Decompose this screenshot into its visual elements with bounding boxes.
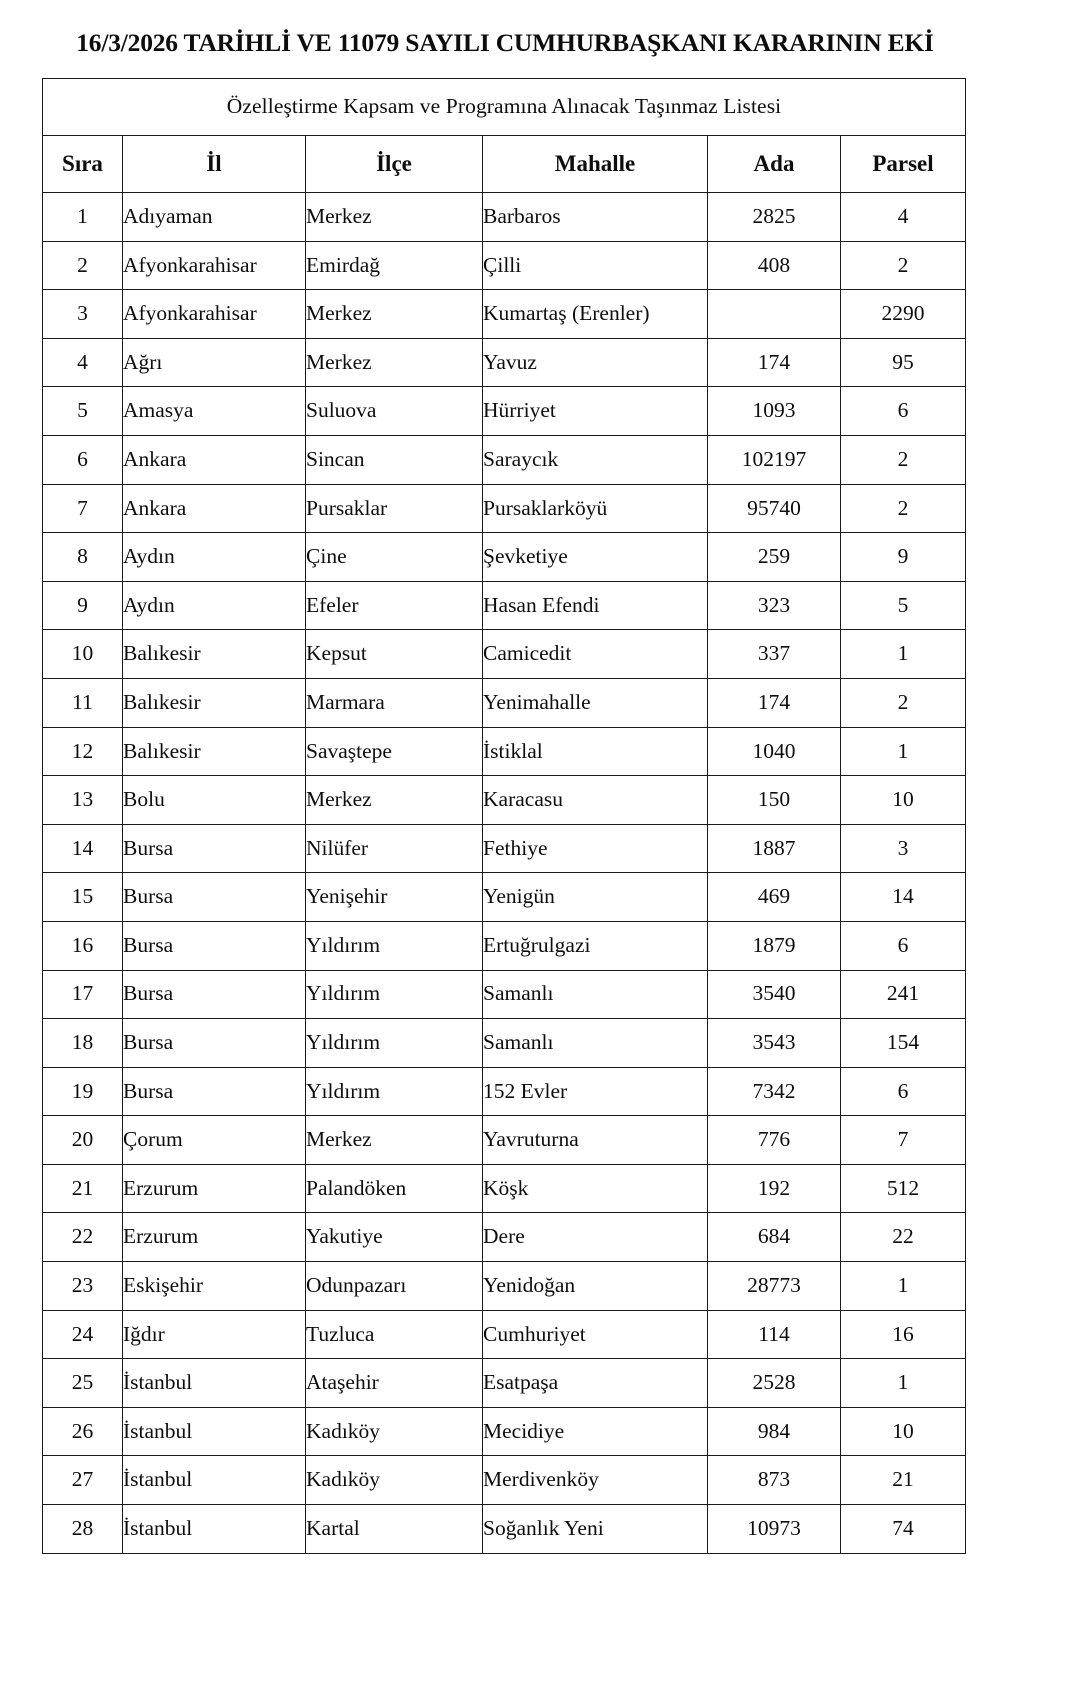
cell-ilce: Tuzluca (306, 1310, 483, 1359)
cell-ada: 684 (708, 1213, 841, 1262)
cell-ilce: Yıldırım (306, 1067, 483, 1116)
cell-mahalle: Şevketiye (483, 533, 708, 582)
table-row (43, 581, 966, 630)
cell-ada: 984 (708, 1407, 841, 1456)
cell-parsel: 10 (841, 1407, 966, 1456)
cell-ilce: Yakutiye (306, 1213, 483, 1262)
cell-mahalle: Fethiye (483, 824, 708, 873)
cell-parsel: 2 (841, 435, 966, 484)
cell-ilce: Kadıköy (306, 1407, 483, 1456)
cell-il: Balıkesir (123, 678, 306, 727)
cell-ada: 7342 (708, 1067, 841, 1116)
cell-parsel: 1 (841, 1359, 966, 1408)
cell-parsel: 241 (841, 970, 966, 1019)
table-row (43, 1262, 966, 1311)
cell-parsel: 95 (841, 338, 966, 387)
cell-ilce: Merkez (306, 1116, 483, 1165)
cell-mahalle: Hasan Efendi (483, 581, 708, 630)
cell-mahalle: Soğanlık Yeni (483, 1505, 708, 1554)
cell-mahalle: Yavuz (483, 338, 708, 387)
table-row (43, 727, 966, 776)
table-caption: Özelleştirme Kapsam ve Programına Alınacak Taşınmaz Listesi (43, 79, 966, 136)
cell-ilce: Ataşehir (306, 1359, 483, 1408)
cell-sira: 3 (43, 290, 123, 339)
cell-il: Çorum (123, 1116, 306, 1165)
cell-il: Afyonkarahisar (123, 241, 306, 290)
cell-sira: 22 (43, 1213, 123, 1262)
cell-il: Ankara (123, 484, 306, 533)
cell-mahalle: Yenigün (483, 873, 708, 922)
cell-sira: 20 (43, 1116, 123, 1165)
cell-parsel: 7 (841, 1116, 966, 1165)
cell-il: Bursa (123, 970, 306, 1019)
cell-ilce: Kartal (306, 1505, 483, 1554)
table-row (43, 1213, 966, 1262)
cell-sira: 12 (43, 727, 123, 776)
cell-mahalle: Yavruturna (483, 1116, 708, 1165)
table-row (43, 824, 966, 873)
column-header-ada: Ada (708, 136, 841, 193)
cell-il: Bursa (123, 921, 306, 970)
cell-il: Ankara (123, 435, 306, 484)
cell-sira: 14 (43, 824, 123, 873)
cell-mahalle: Esatpaşa (483, 1359, 708, 1408)
cell-sira: 16 (43, 921, 123, 970)
cell-il: Adıyaman (123, 193, 306, 242)
cell-mahalle: Mecidiye (483, 1407, 708, 1456)
cell-parsel: 2 (841, 241, 966, 290)
cell-ada: 3543 (708, 1019, 841, 1068)
table-row (43, 1067, 966, 1116)
cell-ada: 2825 (708, 193, 841, 242)
cell-ada: 1887 (708, 824, 841, 873)
cell-ada: 259 (708, 533, 841, 582)
cell-sira: 7 (43, 484, 123, 533)
cell-parsel: 4 (841, 193, 966, 242)
cell-il: Aydın (123, 533, 306, 582)
table-row (43, 1116, 966, 1165)
table-row (43, 1359, 966, 1408)
cell-sira: 24 (43, 1310, 123, 1359)
cell-parsel: 1 (841, 1262, 966, 1311)
cell-ilce: Merkez (306, 776, 483, 825)
table-row (43, 1505, 966, 1554)
cell-sira: 21 (43, 1164, 123, 1213)
cell-sira: 13 (43, 776, 123, 825)
cell-ada: 1040 (708, 727, 841, 776)
table-row (43, 1019, 966, 1068)
cell-parsel: 512 (841, 1164, 966, 1213)
cell-mahalle: Dere (483, 1213, 708, 1262)
cell-sira: 18 (43, 1019, 123, 1068)
cell-il: Iğdır (123, 1310, 306, 1359)
cell-parsel: 10 (841, 776, 966, 825)
cell-sira: 19 (43, 1067, 123, 1116)
cell-il: Bursa (123, 1019, 306, 1068)
table-caption-row (43, 79, 966, 136)
column-header-mahalle: Mahalle (483, 136, 708, 193)
table-row (43, 484, 966, 533)
cell-ilce: Yıldırım (306, 970, 483, 1019)
cell-mahalle: 152 Evler (483, 1067, 708, 1116)
cell-ada: 337 (708, 630, 841, 679)
cell-sira: 27 (43, 1456, 123, 1505)
cell-il: Erzurum (123, 1213, 306, 1262)
cell-il: Bolu (123, 776, 306, 825)
cell-mahalle: Saraycık (483, 435, 708, 484)
cell-ilce: Pursaklar (306, 484, 483, 533)
cell-sira: 26 (43, 1407, 123, 1456)
table-row (43, 1164, 966, 1213)
cell-sira: 6 (43, 435, 123, 484)
cell-sira: 25 (43, 1359, 123, 1408)
table-row (43, 241, 966, 290)
cell-parsel: 74 (841, 1505, 966, 1554)
table-row (43, 1310, 966, 1359)
cell-sira: 15 (43, 873, 123, 922)
cell-mahalle: Pursaklarköyü (483, 484, 708, 533)
cell-parsel: 6 (841, 921, 966, 970)
cell-ada: 3540 (708, 970, 841, 1019)
cell-il: Balıkesir (123, 727, 306, 776)
table-row (43, 338, 966, 387)
cell-il: Erzurum (123, 1164, 306, 1213)
cell-il: Bursa (123, 824, 306, 873)
cell-ilce: Palandöken (306, 1164, 483, 1213)
cell-mahalle: Barbaros (483, 193, 708, 242)
cell-parsel: 6 (841, 1067, 966, 1116)
cell-sira: 23 (43, 1262, 123, 1311)
cell-sira: 4 (43, 338, 123, 387)
cell-ilce: Savaştepe (306, 727, 483, 776)
cell-mahalle: Hürriyet (483, 387, 708, 436)
cell-ilce: Merkez (306, 338, 483, 387)
cell-sira: 9 (43, 581, 123, 630)
cell-mahalle: Kumartaş (Erenler) (483, 290, 708, 339)
cell-ada: 323 (708, 581, 841, 630)
cell-parsel: 9 (841, 533, 966, 582)
cell-ada: 2528 (708, 1359, 841, 1408)
table-row (43, 435, 966, 484)
cell-il: Afyonkarahisar (123, 290, 306, 339)
cell-parsel: 1 (841, 727, 966, 776)
cell-ilce: Suluova (306, 387, 483, 436)
column-header-parsel: Parsel (841, 136, 966, 193)
property-list-table-wrapper (42, 78, 965, 1554)
table-body (43, 193, 966, 1554)
cell-parsel: 2 (841, 484, 966, 533)
cell-il: İstanbul (123, 1407, 306, 1456)
cell-parsel: 5 (841, 581, 966, 630)
cell-ada: 192 (708, 1164, 841, 1213)
cell-ilce: Çine (306, 533, 483, 582)
table-row (43, 387, 966, 436)
column-header-il: İl (123, 136, 306, 193)
column-header-ilce: İlçe (306, 136, 483, 193)
property-list-table (42, 78, 966, 1554)
table-row (43, 970, 966, 1019)
cell-mahalle: Yenidoğan (483, 1262, 708, 1311)
cell-il: İstanbul (123, 1456, 306, 1505)
cell-ilce: Kepsut (306, 630, 483, 679)
table-row (43, 1456, 966, 1505)
cell-mahalle: Samanlı (483, 970, 708, 1019)
cell-ilce: Emirdağ (306, 241, 483, 290)
cell-ada: 469 (708, 873, 841, 922)
cell-mahalle: Cumhuriyet (483, 1310, 708, 1359)
cell-sira: 2 (43, 241, 123, 290)
cell-ada: 28773 (708, 1262, 841, 1311)
cell-parsel: 21 (841, 1456, 966, 1505)
cell-il: Balıkesir (123, 630, 306, 679)
cell-ada: 10973 (708, 1505, 841, 1554)
cell-parsel: 16 (841, 1310, 966, 1359)
cell-ilce: Marmara (306, 678, 483, 727)
cell-sira: 10 (43, 630, 123, 679)
cell-ilce: Merkez (306, 193, 483, 242)
table-row (43, 678, 966, 727)
cell-ilce: Kadıköy (306, 1456, 483, 1505)
cell-mahalle: Samanlı (483, 1019, 708, 1068)
cell-sira: 11 (43, 678, 123, 727)
cell-ilce: Efeler (306, 581, 483, 630)
cell-ada: 408 (708, 241, 841, 290)
table-row (43, 533, 966, 582)
cell-il: Ağrı (123, 338, 306, 387)
table-row (43, 776, 966, 825)
cell-parsel: 2290 (841, 290, 966, 339)
cell-ilce: Nilüfer (306, 824, 483, 873)
cell-il: İstanbul (123, 1505, 306, 1554)
cell-parsel: 154 (841, 1019, 966, 1068)
cell-il: Bursa (123, 873, 306, 922)
table-row (43, 1407, 966, 1456)
table-row (43, 290, 966, 339)
cell-ilce: Yenişehir (306, 873, 483, 922)
cell-parsel: 6 (841, 387, 966, 436)
cell-ada: 150 (708, 776, 841, 825)
cell-mahalle: İstiklal (483, 727, 708, 776)
cell-ada: 95740 (708, 484, 841, 533)
cell-il: Aydın (123, 581, 306, 630)
cell-ada: 873 (708, 1456, 841, 1505)
cell-ada (708, 290, 841, 339)
cell-mahalle: Ertuğrulgazi (483, 921, 708, 970)
cell-sira: 1 (43, 193, 123, 242)
cell-mahalle: Çilli (483, 241, 708, 290)
table-header-row (43, 136, 966, 193)
cell-mahalle: Camicedit (483, 630, 708, 679)
cell-parsel: 22 (841, 1213, 966, 1262)
cell-il: Amasya (123, 387, 306, 436)
cell-parsel: 1 (841, 630, 966, 679)
table-head (43, 79, 966, 193)
cell-ilce: Yıldırım (306, 921, 483, 970)
cell-ada: 174 (708, 338, 841, 387)
cell-mahalle: Merdivenköy (483, 1456, 708, 1505)
cell-ada: 1879 (708, 921, 841, 970)
cell-ilce: Sincan (306, 435, 483, 484)
cell-ada: 114 (708, 1310, 841, 1359)
cell-sira: 28 (43, 1505, 123, 1554)
cell-ilce: Odunpazarı (306, 1262, 483, 1311)
cell-ada: 1093 (708, 387, 841, 436)
document-title: 16/3/2026 TARİHLİ VE 11079 SAYILI CUMHURBAŞKANI KARARININ EKİ (76, 28, 934, 57)
cell-parsel: 14 (841, 873, 966, 922)
cell-mahalle: Köşk (483, 1164, 708, 1213)
cell-ada: 174 (708, 678, 841, 727)
cell-il: Bursa (123, 1067, 306, 1116)
cell-il: İstanbul (123, 1359, 306, 1408)
cell-parsel: 3 (841, 824, 966, 873)
cell-ilce: Yıldırım (306, 1019, 483, 1068)
column-header-sira: Sıra (43, 136, 123, 193)
cell-parsel: 2 (841, 678, 966, 727)
table-row (43, 193, 966, 242)
cell-mahalle: Yenimahalle (483, 678, 708, 727)
cell-ilce: Merkez (306, 290, 483, 339)
cell-sira: 8 (43, 533, 123, 582)
cell-sira: 17 (43, 970, 123, 1019)
table-row (43, 921, 966, 970)
cell-ada: 776 (708, 1116, 841, 1165)
cell-ada: 102197 (708, 435, 841, 484)
cell-sira: 5 (43, 387, 123, 436)
cell-mahalle: Karacasu (483, 776, 708, 825)
table-row (43, 873, 966, 922)
table-row (43, 630, 966, 679)
cell-il: Eskişehir (123, 1262, 306, 1311)
